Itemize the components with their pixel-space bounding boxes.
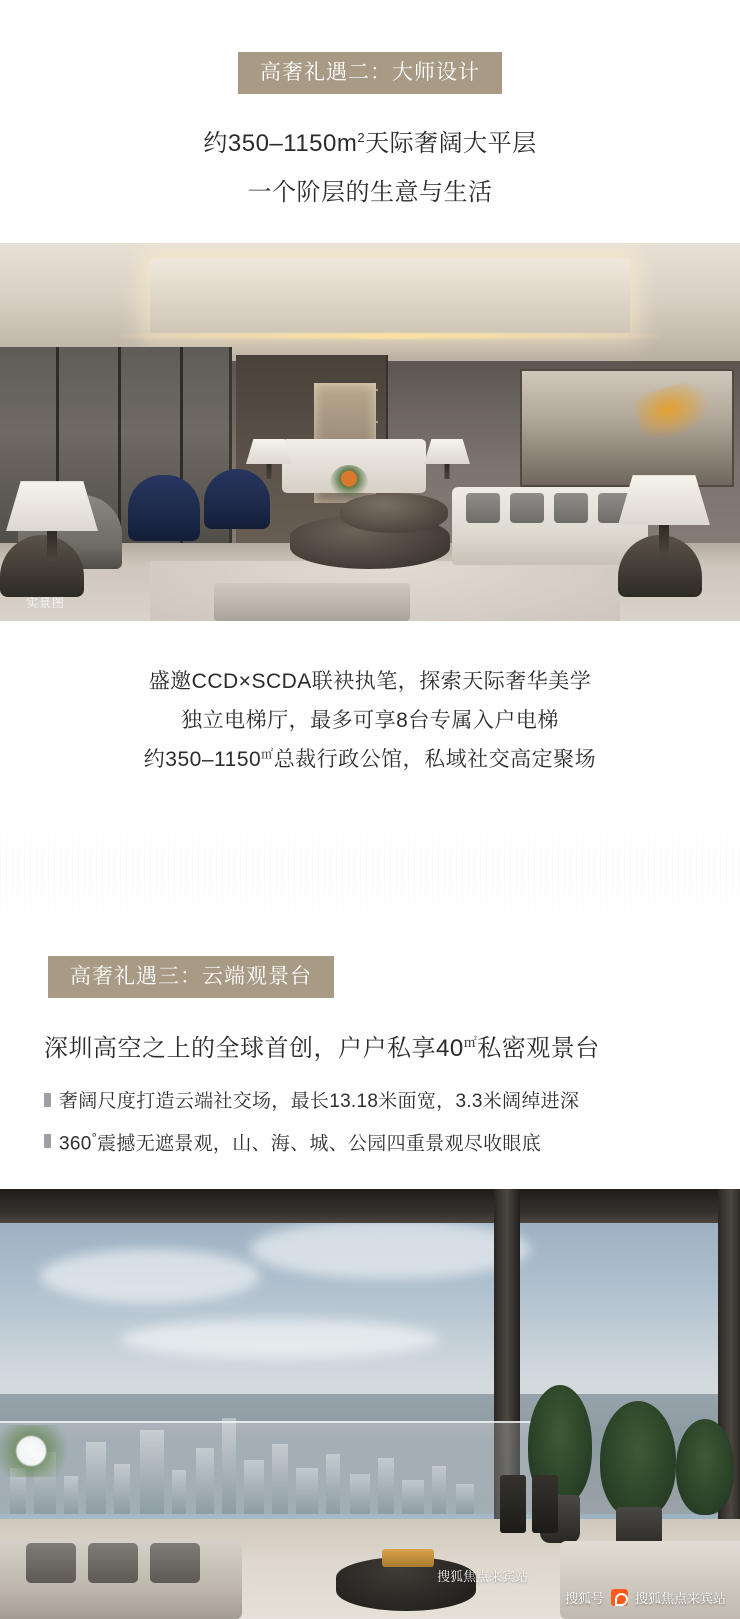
photo2-glass-railing	[0, 1421, 560, 1525]
photo1-ceiling-inset	[150, 259, 630, 333]
photo1-lamp-neck	[267, 464, 272, 479]
photo2-pillow	[88, 1543, 138, 1583]
photo1-table-lamp	[618, 475, 710, 555]
copy-line-3-pre: 约350–1150	[143, 747, 262, 771]
copy-line-1	[0, 663, 740, 702]
section1-copy	[0, 621, 740, 780]
watermark-account: 搜狐焦点来宾站	[634, 1590, 726, 1606]
photo2-cloud	[120, 1319, 440, 1359]
photo1-table-lamp	[6, 481, 98, 561]
bullet-text-2-post: 震撼无遮景观，山、海、城、公园四重景观尽收眼底	[97, 1133, 542, 1155]
sky-terrace-photo	[0, 1189, 740, 1619]
section2-subtitle-unit: ㎡	[463, 1034, 478, 1050]
copy-line-3-post: 总裁行政公馆，私域社交高定聚场	[273, 747, 597, 771]
copy-line-3-unit: ㎡	[261, 746, 274, 761]
section2-subtitle-post: 私密观景台	[477, 1034, 600, 1062]
headline-line-1-tail: 天际奢阔大平层	[365, 130, 537, 158]
photo2-bar-stool	[532, 1475, 558, 1533]
section-sky-terrace	[0, 922, 740, 1619]
photo1-lamp-shade	[618, 475, 710, 525]
photo2-white-flowers	[0, 1425, 78, 1477]
photo1-lamp-shade	[6, 481, 98, 531]
photo1-lamp-neck	[47, 531, 57, 561]
watermark-top: 搜狐焦点来宾站	[436, 1568, 528, 1584]
photo2-cloud	[250, 1219, 530, 1279]
headline-line-1-text: 约350–1150m	[203, 130, 358, 158]
section2-tag-row	[0, 956, 740, 998]
photo2-planter-foliage	[676, 1419, 734, 1515]
photo1-cushion	[466, 493, 500, 523]
decorative-texture-band	[0, 826, 740, 922]
photo1-lamp-neck	[659, 525, 669, 555]
photo2-pillow	[150, 1543, 200, 1583]
photo2-pillow	[26, 1543, 76, 1583]
bullet-marker-icon	[44, 1093, 51, 1107]
degree-symbol: °	[91, 1130, 98, 1146]
section1-tag-row	[0, 52, 740, 94]
bullet-marker-icon	[44, 1134, 51, 1148]
photo-caption: 实景图	[26, 596, 66, 611]
photo1-cushion	[554, 493, 588, 523]
list-item	[44, 1087, 740, 1116]
photo2-ceiling-soffit	[0, 1189, 740, 1223]
photo1-ceiling	[0, 243, 740, 361]
photo1-coffee-table-upper	[340, 493, 448, 533]
photo1-flower-arrangement	[330, 465, 368, 499]
photo1-wall-artwork	[520, 369, 734, 487]
section2-tag: 高奢礼遇三：云端观景台	[48, 956, 334, 998]
sohu-logo-icon	[611, 1589, 628, 1606]
photo2-right-sofa	[560, 1541, 740, 1619]
section2-subtitle-pre: 深圳高空之上的全球首创，户户私享40	[44, 1034, 464, 1062]
bullet-text-1: 奢阔尺度打造云端社交场，最长13.18米面宽，3.3米阔绰进深	[59, 1090, 580, 1112]
photo2-bar-stool	[500, 1475, 526, 1533]
photo1-table-lamp	[424, 439, 470, 479]
section1-tag: 高奢礼遇二：大师设计	[238, 52, 502, 94]
photo2-planter-foliage	[600, 1401, 676, 1519]
section1-headline	[0, 126, 740, 211]
photo1-cove-light	[120, 333, 660, 339]
copy-line-3	[0, 741, 740, 780]
photo1-lamp-shade	[246, 439, 292, 464]
list-item	[44, 1128, 740, 1159]
section2-subtitle	[0, 998, 740, 1063]
interior-living-room-photo	[0, 243, 740, 621]
photo1-lamp-shade	[424, 439, 470, 464]
copy-line-2-text: 独立电梯厅，最多可享8台专属入户电梯	[181, 708, 559, 732]
photo1-cushion	[510, 493, 544, 523]
sohu-watermark	[565, 1588, 726, 1607]
photo2-cloud	[40, 1249, 260, 1303]
section-master-design	[0, 0, 740, 780]
photo2-left-sofa	[0, 1539, 242, 1619]
photo1-lamp-neck	[445, 464, 450, 479]
watermark-label: 搜狐号	[564, 1590, 604, 1606]
photo1-table-lamp	[246, 439, 292, 479]
headline-line-2: 一个阶层的生意与生活	[247, 179, 493, 207]
photo1-ottoman	[214, 583, 410, 621]
copy-line-1-text: 盛邀CCD×SCDA联袂执笔，探索天际奢华美学	[148, 670, 592, 694]
copy-line-2	[0, 702, 740, 741]
photo2-tray	[382, 1549, 434, 1567]
headline-line-1	[0, 126, 740, 162]
bullet-text-2-wrap	[59, 1128, 541, 1159]
photo1-navy-armchair	[128, 475, 200, 541]
section2-bullet-list	[0, 1063, 740, 1159]
square-unit-sup: 2	[357, 130, 366, 146]
bullet-text-2-pre: 360	[59, 1133, 92, 1155]
